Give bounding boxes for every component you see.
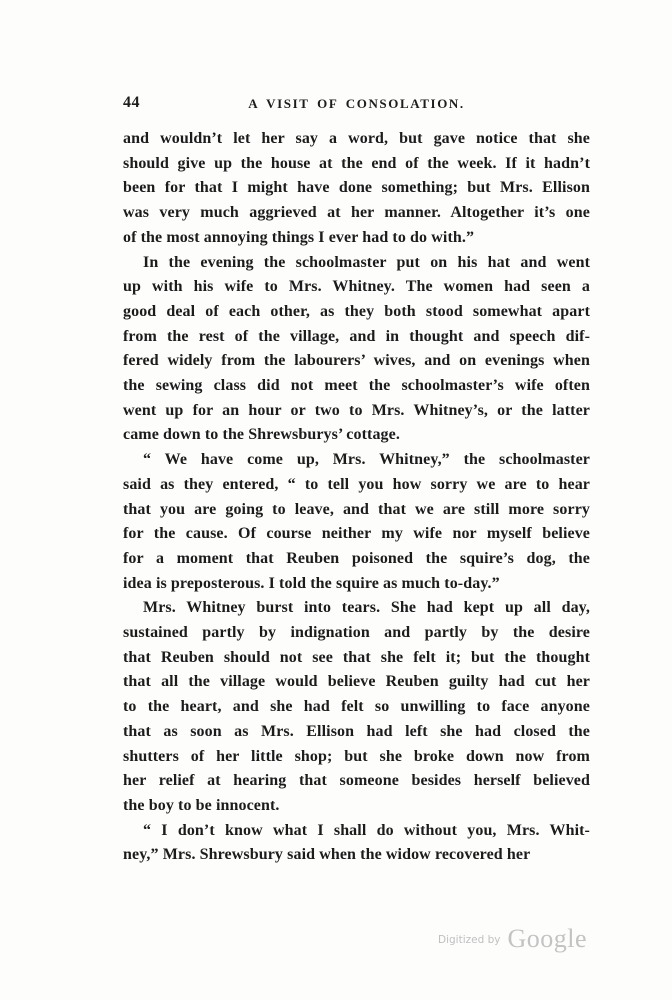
text-line: to the heart, and she had felt so unwilling to face anyone [123, 698, 590, 716]
text-line: from the rest of the village, and in thought and speech dif- [123, 327, 590, 345]
text-line: that as soon as Mrs. Ellison had left she had closed the [123, 722, 590, 740]
text-line: the boy to be innocent. [123, 796, 280, 814]
text-line: been for that I might have done something; but Mrs. Ellison [123, 179, 590, 197]
text-line: of the most annoying things I ever had to do with.” [123, 228, 475, 246]
text-line: should give up the house at the end of the week. If it hadn’t [123, 154, 590, 172]
text-line: that all the village would believe Reuben guilty had cut her [123, 673, 590, 691]
text-line: good deal of each other, as they both stood somewhat apart [123, 302, 590, 320]
digitized-by-watermark [438, 924, 587, 954]
paragraph [123, 127, 590, 251]
text-line: shutters of her little shop; but she broke down now from [123, 747, 590, 765]
text-line: Mrs. Whitney burst into tears. She had kept up all day, [143, 599, 590, 617]
text-line: In the evening the schoolmaster put on his hat and went [143, 253, 590, 271]
text-line: that Reuben should not see that she felt it; but the thought [123, 648, 590, 666]
paragraph [123, 251, 590, 449]
paragraph [123, 819, 590, 868]
text-line: sustained partly by indignation and partly by the desire [123, 624, 590, 642]
text-line: went up for an hour or two to Mrs. Whitney’s, or the latter [123, 401, 590, 419]
text-line: idea is preposterous. I told the squire as much to-day.” [123, 574, 500, 592]
text-line: said as they entered, “ to tell you how sorry we are to hear [123, 475, 590, 493]
text-line: was very much aggrieved at her manner. Altogether it’s one [123, 204, 590, 222]
text-line: up with his wife to Mrs. Whitney. The women had seen a [123, 278, 590, 296]
text-paragraphs [123, 127, 590, 868]
digitized-by-label: Digitized by [438, 934, 501, 946]
paragraph [123, 596, 590, 818]
text-line: came down to the Shrewsburys’ cottage. [123, 426, 400, 444]
text-line: for the cause. Of course neither my wife nor myself believe [123, 525, 590, 543]
text-line: her relief at hearing that someone besides herself believed [123, 772, 590, 790]
text-line: fered widely from the labourers’ wives, and on evenings when [123, 352, 590, 370]
paragraph [123, 448, 590, 596]
text-line: “ We have come up, Mrs. Whitney,” the schoolmaster [143, 451, 590, 469]
text-line: and wouldn’t let her say a word, but gave notice that she [123, 130, 590, 147]
text-line: the sewing class did not meet the schoolmaster’s wife often [123, 377, 590, 395]
page-header [123, 94, 590, 114]
text-line: “ I don’t know what I shall do without you, Mrs. Whit- [143, 821, 590, 839]
text-line: ney,” Mrs. Shrewsbury said when the widow recovered her [123, 846, 531, 864]
text-line: that you are going to leave, and that we are still more sorry [123, 500, 590, 518]
running-title: A VISIT OF CONSOLATION. [248, 96, 465, 111]
text-line: for a moment that Reuben poisoned the squire’s dog, the [123, 549, 590, 567]
google-logo: Google [507, 924, 588, 953]
page-number: 44 [123, 94, 140, 111]
